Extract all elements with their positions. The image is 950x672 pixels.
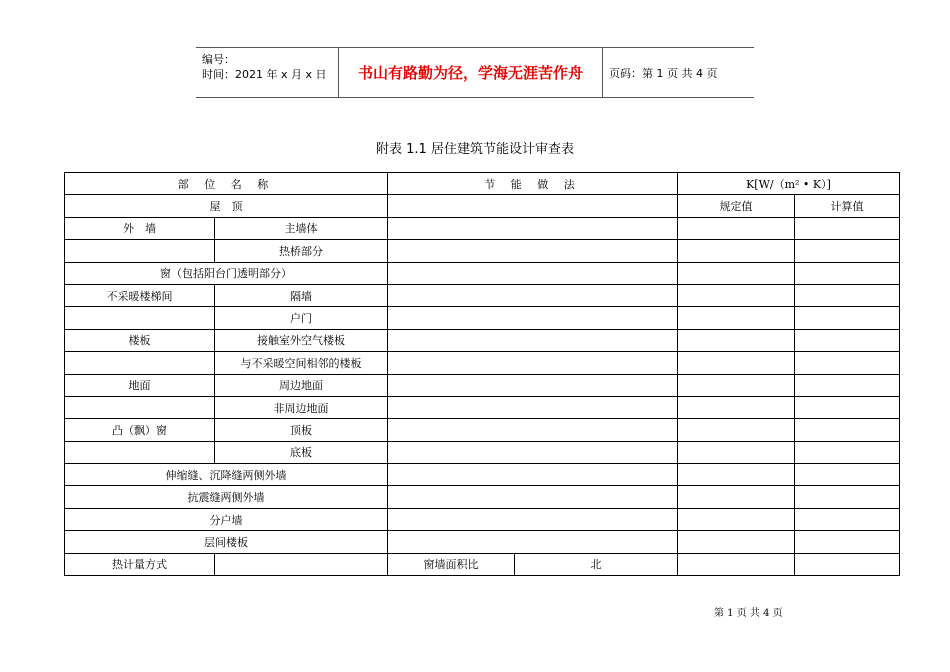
review-table: [64, 172, 900, 576]
cell-empty[interactable]: [795, 374, 900, 396]
non-perimeter-ground-label: 非周边地面: [215, 396, 388, 418]
cell-empty[interactable]: [678, 284, 795, 306]
floor-slab-label: 楼板: [65, 329, 215, 351]
heat-metering-label: 热计量方式: [65, 553, 215, 575]
cell-empty[interactable]: [388, 195, 678, 217]
cell-empty[interactable]: [795, 240, 900, 262]
bottom-slab-label: 底板: [215, 441, 388, 463]
cell-empty[interactable]: [678, 508, 795, 530]
roof-label: 屋 顶: [65, 195, 388, 217]
table-row: [65, 486, 900, 508]
unit-wall-label: 分户墙: [65, 508, 388, 530]
cell-empty[interactable]: [388, 329, 678, 351]
wwr-label: 窗墙面积比: [388, 553, 515, 575]
header-spec-value: 规定值: [678, 195, 795, 217]
ground-label: 地面: [65, 374, 215, 396]
page-title: 附表 1.1 居住建筑节能设计审查表: [376, 142, 574, 157]
table-row: [65, 307, 900, 329]
main-wall-label: 主墙体: [215, 217, 388, 239]
cell-empty[interactable]: [795, 352, 900, 374]
cell-empty[interactable]: [388, 307, 678, 329]
cell-empty[interactable]: [678, 464, 795, 486]
cell-empty[interactable]: [388, 419, 678, 441]
cell-empty[interactable]: [678, 396, 795, 418]
header-method: 节 能 做 法: [388, 173, 678, 195]
table-row: [65, 262, 900, 284]
table-row: [65, 352, 900, 374]
unheated-stair-label: 不采暖楼梯间: [65, 284, 215, 306]
cell-empty: [65, 396, 215, 418]
table-row: [65, 396, 900, 418]
cell-empty[interactable]: [388, 240, 678, 262]
window-label: 窗（包括阳台门透明部分）: [65, 262, 388, 284]
cell-empty[interactable]: [678, 553, 795, 575]
cell-empty[interactable]: [678, 329, 795, 351]
cell-empty[interactable]: [388, 284, 678, 306]
table-row: [65, 553, 900, 575]
motto: 书山有路勤为径，学海无涯苦作舟: [338, 48, 603, 97]
cell-empty[interactable]: [388, 508, 678, 530]
cell-empty[interactable]: [678, 307, 795, 329]
cell-empty: [65, 240, 215, 262]
cell-empty[interactable]: [795, 329, 900, 351]
north-label: 北: [515, 553, 678, 575]
table-row: [65, 531, 900, 553]
seismic-joint-label: 抗震缝两侧外墙: [65, 486, 388, 508]
partition-label: 隔墙: [215, 284, 388, 306]
cell-empty[interactable]: [678, 419, 795, 441]
cell-empty[interactable]: [795, 217, 900, 239]
cell-empty[interactable]: [388, 464, 678, 486]
table-row: [65, 464, 900, 486]
cell-empty[interactable]: [795, 307, 900, 329]
cell-empty[interactable]: [678, 217, 795, 239]
table-row: [65, 374, 900, 396]
story-slab-label: 层间楼板: [65, 531, 388, 553]
header-part-name: 部 位 名 称: [65, 173, 388, 195]
table-row: [65, 284, 900, 306]
cell-empty[interactable]: [678, 531, 795, 553]
cell-empty[interactable]: [388, 531, 678, 553]
header-meta: [202, 52, 327, 82]
cell-empty[interactable]: [795, 262, 900, 284]
cell-empty[interactable]: [388, 352, 678, 374]
cell-empty[interactable]: [388, 486, 678, 508]
cell-empty[interactable]: [388, 262, 678, 284]
bay-window-label: 凸（飘）窗: [65, 419, 215, 441]
cell-empty[interactable]: [388, 441, 678, 463]
cell-empty[interactable]: [795, 486, 900, 508]
cell-empty[interactable]: [388, 217, 678, 239]
header-k-value: K[W/（m² • K）]: [678, 173, 900, 195]
cell-empty: [65, 352, 215, 374]
table-row: [65, 508, 900, 530]
cell-empty[interactable]: [795, 464, 900, 486]
cell-empty[interactable]: [795, 508, 900, 530]
table-row: [65, 173, 900, 195]
heat-metering-value[interactable]: [215, 553, 388, 575]
cell-empty[interactable]: [678, 352, 795, 374]
top-slab-label: 顶板: [215, 419, 388, 441]
cell-empty[interactable]: [678, 441, 795, 463]
door-label: 户门: [215, 307, 388, 329]
expansion-joint-label: 伸缩缝、沉降缝两侧外墙: [65, 464, 388, 486]
cell-empty[interactable]: [678, 240, 795, 262]
cell-empty[interactable]: [678, 486, 795, 508]
document-header: [196, 47, 754, 98]
table-row: [65, 441, 900, 463]
table-row: [65, 195, 900, 217]
table-row: [65, 419, 900, 441]
slab-unheated-label: 与不采暖空间相邻的楼板: [215, 352, 388, 374]
slab-outdoor-label: 接触室外空气楼板: [215, 329, 388, 351]
cell-empty[interactable]: [388, 396, 678, 418]
cell-empty[interactable]: [678, 374, 795, 396]
cell-empty[interactable]: [388, 374, 678, 396]
cell-empty[interactable]: [795, 531, 900, 553]
cell-empty[interactable]: [678, 262, 795, 284]
cell-empty: [65, 307, 215, 329]
cell-empty[interactable]: [795, 284, 900, 306]
table-row: [65, 240, 900, 262]
cell-empty: [65, 441, 215, 463]
cell-empty[interactable]: [795, 396, 900, 418]
table-row: [65, 329, 900, 351]
perimeter-ground-label: 周边地面: [215, 374, 388, 396]
ext-wall-label: 外 墙: [65, 217, 215, 239]
number-label: 编号：: [202, 53, 235, 66]
header-calc-value: 计算值: [795, 195, 900, 217]
table-row: [65, 217, 900, 239]
page-number: 第 1 页 共 4 页: [714, 608, 783, 619]
cell-empty[interactable]: [795, 441, 900, 463]
cell-empty[interactable]: [795, 419, 900, 441]
time-label: 时间：2021 年 x 月 x 日: [202, 68, 327, 81]
thermal-bridge-label: 热桥部分: [215, 240, 388, 262]
page-info: 页码：第 1 页 共 4 页: [609, 66, 718, 80]
cell-empty[interactable]: [795, 553, 900, 575]
